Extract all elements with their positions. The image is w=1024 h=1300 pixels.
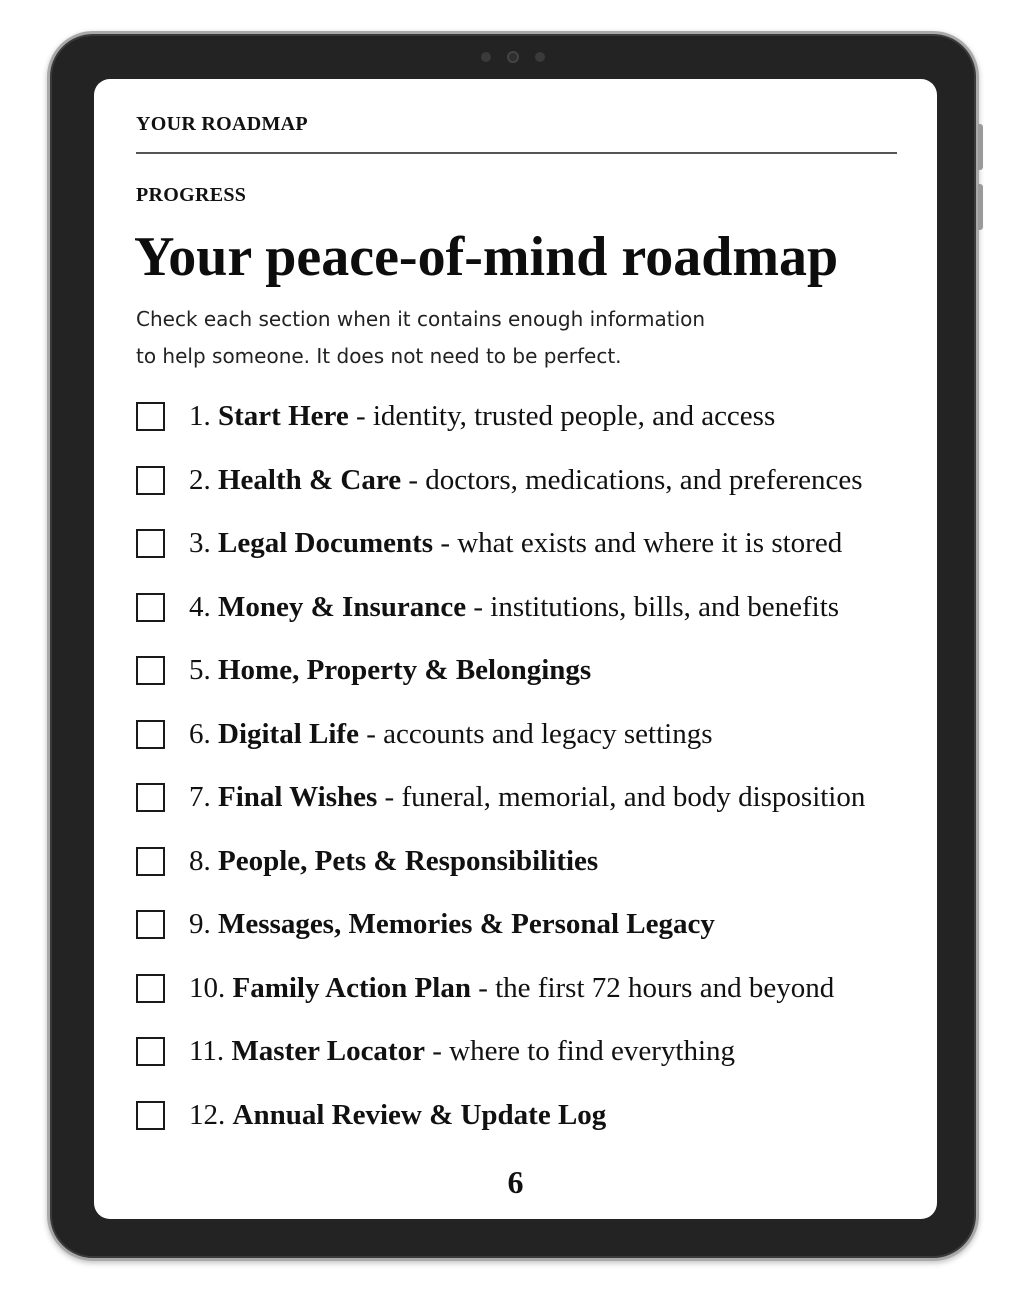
item-title: Legal Documents bbox=[218, 527, 434, 560]
running-header: YOUR ROADMAP bbox=[136, 113, 308, 135]
item-title: Master Locator bbox=[231, 1035, 425, 1068]
checklist-item-label bbox=[189, 400, 775, 433]
item-number: 2. bbox=[189, 463, 211, 496]
checkbox[interactable] bbox=[136, 466, 165, 495]
checklist-item bbox=[136, 385, 865, 449]
header-divider bbox=[136, 152, 897, 154]
checklist-item bbox=[136, 512, 865, 576]
checklist-item-label bbox=[189, 908, 715, 941]
item-title: Family Action Plan bbox=[232, 971, 471, 1004]
ebook-page bbox=[94, 79, 937, 1219]
checklist-item-label bbox=[189, 591, 839, 624]
checkbox[interactable] bbox=[136, 783, 165, 812]
checkbox[interactable] bbox=[136, 1037, 165, 1066]
item-detail: - funeral, memorial, and body disposition bbox=[377, 781, 866, 814]
checkbox[interactable] bbox=[136, 656, 165, 685]
checklist-item-label bbox=[189, 781, 865, 814]
item-number: 5. bbox=[189, 654, 211, 687]
checkbox[interactable] bbox=[136, 402, 165, 431]
item-detail: - institutions, bills, and benefits bbox=[466, 590, 840, 623]
item-title: Final Wishes bbox=[218, 781, 378, 814]
sensor-dot bbox=[535, 52, 545, 62]
item-number: 10. bbox=[189, 971, 226, 1004]
instructions-line-1: Check each section when it contains enough information bbox=[136, 307, 706, 331]
camera-bar bbox=[481, 51, 545, 63]
volume-button bbox=[978, 124, 983, 170]
camera-lens-icon bbox=[507, 51, 519, 63]
checklist-item bbox=[136, 639, 865, 703]
item-number: 7. bbox=[189, 781, 211, 814]
instructions-line-2: to help someone. It does not need to be perfect. bbox=[136, 344, 622, 368]
item-title: Health & Care bbox=[218, 463, 402, 496]
item-number: 3. bbox=[189, 527, 211, 560]
checklist-item-label bbox=[189, 654, 591, 687]
item-number: 4. bbox=[189, 590, 211, 623]
checklist-item bbox=[136, 1020, 865, 1084]
checklist-item bbox=[136, 1084, 865, 1148]
item-number: 8. bbox=[189, 844, 211, 877]
section-label: PROGRESS bbox=[136, 184, 247, 206]
roadmap-checklist bbox=[136, 385, 865, 1147]
checklist-item-label bbox=[189, 972, 834, 1005]
item-number: 1. bbox=[189, 400, 211, 433]
item-detail: - what exists and where it is stored bbox=[433, 527, 843, 560]
checkbox[interactable] bbox=[136, 593, 165, 622]
checklist-item bbox=[136, 830, 865, 894]
checkbox[interactable] bbox=[136, 847, 165, 876]
instructions-text bbox=[136, 301, 796, 375]
item-detail: - doctors, medications, and preferences bbox=[401, 463, 863, 496]
checklist-item bbox=[136, 703, 865, 767]
checkbox[interactable] bbox=[136, 910, 165, 939]
checklist-item bbox=[136, 449, 865, 513]
item-detail: - the first 72 hours and beyond bbox=[470, 971, 835, 1004]
page-title: Your peace-of-mind roadmap bbox=[134, 226, 839, 288]
checklist-item bbox=[136, 766, 865, 830]
item-detail: - where to find everything bbox=[424, 1035, 736, 1068]
item-title: Home, Property & Belongings bbox=[218, 654, 592, 687]
item-number: 9. bbox=[189, 908, 211, 941]
checklist-item bbox=[136, 576, 865, 640]
item-detail: - accounts and legacy settings bbox=[358, 717, 713, 750]
item-title: Messages, Memories & Personal Legacy bbox=[218, 908, 715, 941]
tablet-frame bbox=[47, 31, 979, 1261]
item-title: Money & Insurance bbox=[218, 590, 467, 623]
item-title: Start Here bbox=[218, 400, 349, 433]
checklist-item-label bbox=[189, 527, 842, 560]
item-detail: - identity, trusted people, and access bbox=[348, 400, 776, 433]
checkbox[interactable] bbox=[136, 529, 165, 558]
checklist-item-label bbox=[189, 718, 712, 751]
item-number: 11. bbox=[189, 1035, 225, 1068]
checklist-item-label bbox=[189, 1099, 606, 1132]
checklist-item-label bbox=[189, 1035, 735, 1068]
checkbox[interactable] bbox=[136, 974, 165, 1003]
item-title: Annual Review & Update Log bbox=[232, 1098, 607, 1131]
item-number: 6. bbox=[189, 717, 211, 750]
volume-button bbox=[978, 184, 983, 230]
checklist-item-label bbox=[189, 845, 598, 878]
checkbox[interactable] bbox=[136, 720, 165, 749]
page-number: 6 bbox=[507, 1164, 524, 1200]
item-title: People, Pets & Responsibilities bbox=[218, 844, 599, 877]
checklist-item bbox=[136, 957, 865, 1021]
item-number: 12. bbox=[189, 1098, 226, 1131]
checkbox[interactable] bbox=[136, 1101, 165, 1130]
checklist-item-label bbox=[189, 464, 863, 497]
item-title: Digital Life bbox=[218, 717, 359, 750]
checklist-item bbox=[136, 893, 865, 957]
sensor-dot bbox=[481, 52, 491, 62]
